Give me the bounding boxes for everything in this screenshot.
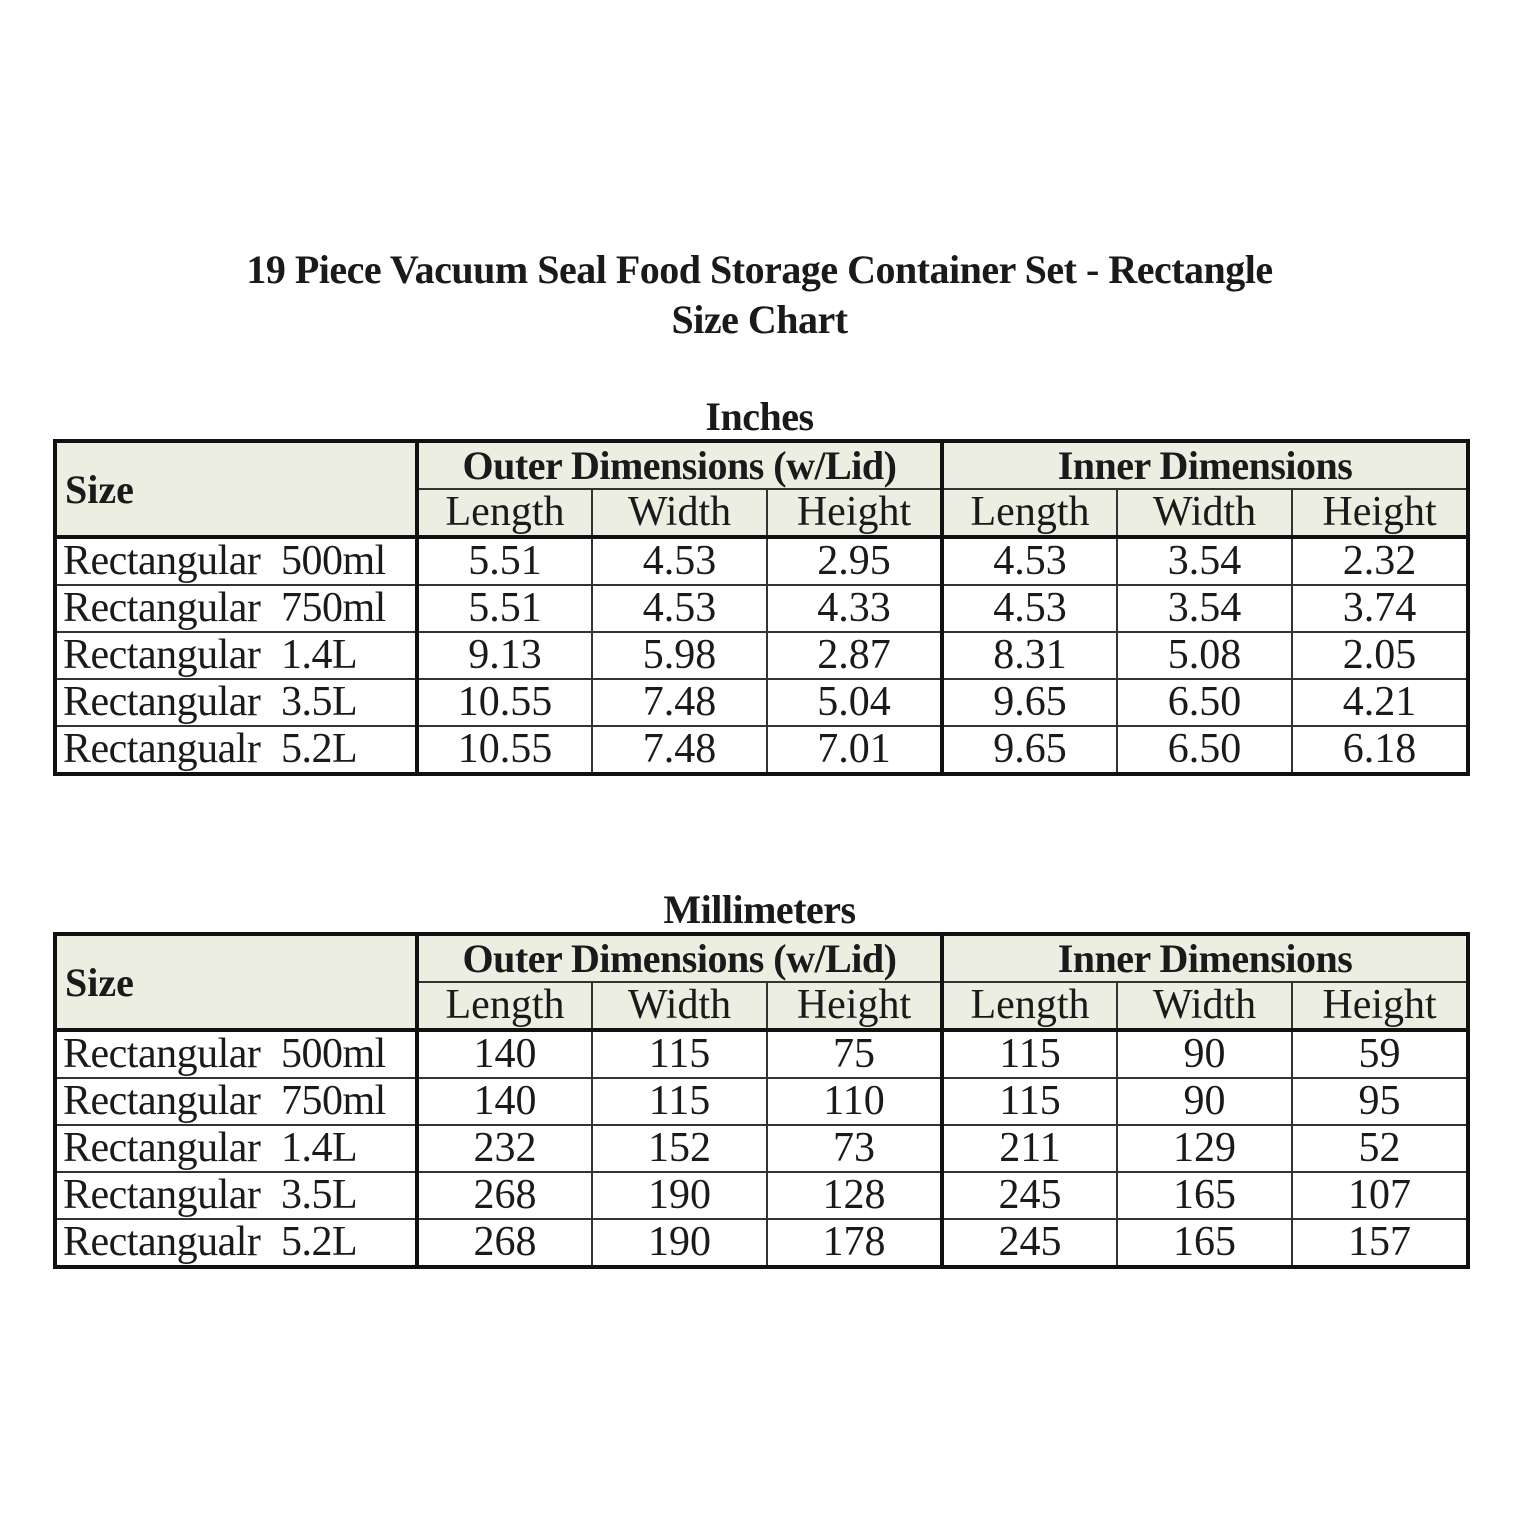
table-cell: 5.08 — [1117, 632, 1292, 679]
table-cell: 190 — [592, 1172, 767, 1219]
table-cell: 2.95 — [767, 537, 942, 585]
table-cell: 107 — [1292, 1172, 1468, 1219]
table-row — [55, 585, 1468, 632]
table-row — [55, 1219, 1468, 1267]
row-label — [55, 1125, 417, 1172]
table-cell: 9.13 — [417, 632, 592, 679]
column-header: Width — [1117, 982, 1292, 1030]
outer-dimensions-header: Outer Dimensions (w/Lid) — [417, 934, 942, 982]
table-cell: 3.54 — [1117, 537, 1292, 585]
table-header-row — [55, 441, 1468, 489]
table-cell: 2.32 — [1292, 537, 1468, 585]
table-cell: 59 — [1292, 1030, 1468, 1078]
column-header: Length — [942, 489, 1117, 537]
table-cell: 3.74 — [1292, 585, 1468, 632]
table-cell: 129 — [1117, 1125, 1292, 1172]
table-cell: 165 — [1117, 1219, 1292, 1267]
container-name: Rectangular — [63, 538, 261, 584]
table-row — [55, 632, 1468, 679]
container-capacity: 3.5L — [281, 679, 358, 725]
table-cell: 157 — [1292, 1219, 1468, 1267]
table-cell: 4.53 — [942, 585, 1117, 632]
container-capacity: 500ml — [281, 538, 386, 584]
table-cell: 268 — [417, 1172, 592, 1219]
container-name: Rectangular — [63, 632, 261, 678]
table-cell: 4.53 — [592, 537, 767, 585]
table-cell: 90 — [1117, 1030, 1292, 1078]
table-cell: 7.01 — [767, 726, 942, 774]
container-capacity: 5.2L — [281, 1219, 358, 1265]
table-row — [55, 1030, 1468, 1078]
table-cell: 2.05 — [1292, 632, 1468, 679]
row-label — [55, 1078, 417, 1125]
table-cell: 165 — [1117, 1172, 1292, 1219]
container-name: Rectangular — [63, 1031, 261, 1077]
table-cell: 245 — [942, 1172, 1117, 1219]
container-name: Rectangualr — [63, 726, 261, 772]
column-header: Width — [1117, 489, 1292, 537]
table-cell: 4.53 — [942, 537, 1117, 585]
inches-section-label: Inches — [705, 394, 814, 439]
table-cell: 7.48 — [592, 726, 767, 774]
table-row — [55, 1125, 1468, 1172]
table-row — [55, 1172, 1468, 1219]
table-cell: 232 — [417, 1125, 592, 1172]
inner-dimensions-header: Inner Dimensions — [942, 934, 1468, 982]
table-cell: 245 — [942, 1219, 1117, 1267]
table-cell: 190 — [592, 1219, 767, 1267]
table-cell: 8.31 — [942, 632, 1117, 679]
table-cell: 140 — [417, 1078, 592, 1125]
column-header: Height — [1292, 489, 1468, 537]
table-cell: 7.48 — [592, 679, 767, 726]
size-column-header: Size — [55, 441, 417, 537]
table-cell: 152 — [592, 1125, 767, 1172]
table-cell: 10.55 — [417, 726, 592, 774]
row-label — [55, 1030, 417, 1078]
container-name: Rectangular — [63, 585, 261, 631]
table-cell: 6.18 — [1292, 726, 1468, 774]
inner-dimensions-header: Inner Dimensions — [942, 441, 1468, 489]
column-header: Width — [592, 489, 767, 537]
millimeters-section-label: Millimeters — [663, 887, 856, 932]
table-cell: 115 — [942, 1078, 1117, 1125]
table-cell: 9.65 — [942, 679, 1117, 726]
table-cell: 5.98 — [592, 632, 767, 679]
column-header: Height — [767, 982, 942, 1030]
table-cell: 52 — [1292, 1125, 1468, 1172]
table-cell: 10.55 — [417, 679, 592, 726]
column-header: Length — [417, 982, 592, 1030]
table-cell: 115 — [942, 1030, 1117, 1078]
table-header-row — [55, 934, 1468, 982]
row-label — [55, 537, 417, 585]
row-label — [55, 632, 417, 679]
table-cell: 5.04 — [767, 679, 942, 726]
container-capacity: 5.2L — [281, 726, 358, 772]
table-cell: 6.50 — [1117, 726, 1292, 774]
container-name: Rectangualr — [63, 1219, 261, 1265]
row-label — [55, 679, 417, 726]
container-capacity: 1.4L — [281, 632, 358, 678]
table-cell: 211 — [942, 1125, 1117, 1172]
outer-dimensions-header: Outer Dimensions (w/Lid) — [417, 441, 942, 489]
table-cell: 73 — [767, 1125, 942, 1172]
table-row — [55, 1078, 1468, 1125]
table-cell: 5.51 — [417, 585, 592, 632]
row-label — [55, 1172, 417, 1219]
chart-title: 19 Piece Vacuum Seal Food Storage Container Set - Rectangle — [246, 247, 1273, 292]
table-cell: 95 — [1292, 1078, 1468, 1125]
container-name: Rectangular — [63, 1125, 261, 1171]
table-cell: 5.51 — [417, 537, 592, 585]
table-cell: 4.53 — [592, 585, 767, 632]
column-header: Height — [1292, 982, 1468, 1030]
container-name: Rectangular — [63, 1172, 261, 1218]
container-capacity: 3.5L — [281, 1172, 358, 1218]
table-row — [55, 537, 1468, 585]
container-name: Rectangular — [63, 679, 261, 725]
table-cell: 178 — [767, 1219, 942, 1267]
table-cell: 75 — [767, 1030, 942, 1078]
table-cell: 90 — [1117, 1078, 1292, 1125]
row-label — [55, 585, 417, 632]
table-cell: 9.65 — [942, 726, 1117, 774]
column-header: Height — [767, 489, 942, 537]
table-cell: 128 — [767, 1172, 942, 1219]
row-label — [55, 726, 417, 774]
container-capacity: 750ml — [281, 585, 386, 631]
size-column-header: Size — [55, 934, 417, 1030]
column-header: Length — [417, 489, 592, 537]
table-row — [55, 726, 1468, 774]
row-label — [55, 1219, 417, 1267]
table-cell: 115 — [592, 1030, 767, 1078]
table-cell: 140 — [417, 1030, 592, 1078]
table-cell: 268 — [417, 1219, 592, 1267]
container-capacity: 500ml — [281, 1031, 386, 1077]
container-capacity: 1.4L — [281, 1125, 358, 1171]
table-cell: 4.33 — [767, 585, 942, 632]
inches-size-table — [53, 439, 1470, 776]
table-cell: 110 — [767, 1078, 942, 1125]
millimeters-size-table — [53, 932, 1470, 1269]
table-cell: 6.50 — [1117, 679, 1292, 726]
chart-subtitle: Size Chart — [671, 297, 848, 342]
column-header: Width — [592, 982, 767, 1030]
container-capacity: 750ml — [281, 1078, 386, 1124]
table-cell: 2.87 — [767, 632, 942, 679]
column-header: Length — [942, 982, 1117, 1030]
table-cell: 115 — [592, 1078, 767, 1125]
table-row — [55, 679, 1468, 726]
table-cell: 4.21 — [1292, 679, 1468, 726]
table-cell: 3.54 — [1117, 585, 1292, 632]
container-name: Rectangular — [63, 1078, 261, 1124]
